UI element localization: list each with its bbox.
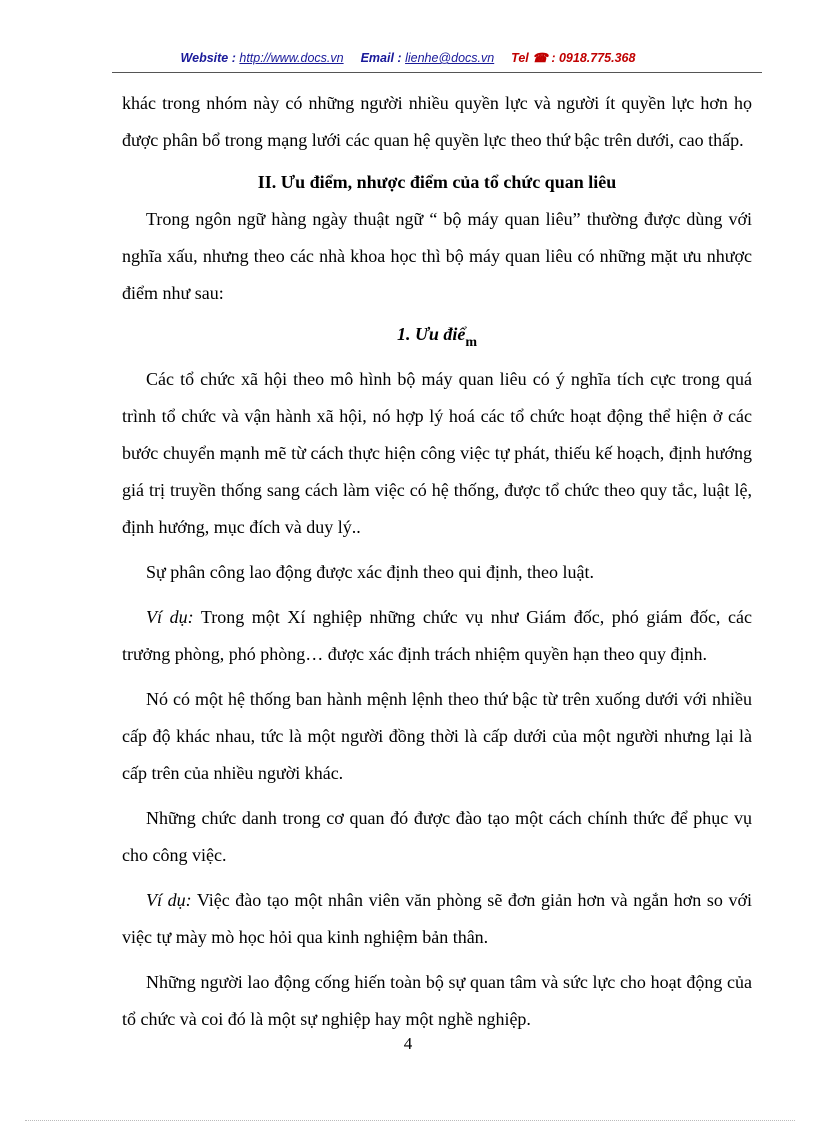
email-link[interactable]: lienhe@docs.vn bbox=[405, 51, 495, 65]
tel-label: Tel bbox=[511, 51, 529, 65]
email-separator: : bbox=[397, 51, 402, 65]
header-divider bbox=[112, 72, 762, 73]
example-text: Trong một Xí nghiệp những chức vụ như Giám đốc, phó giám đốc, các trưởng phòng, phó phòng… được xác định trách nhiệm quyền hạn theo quy định. bbox=[122, 607, 752, 664]
footer-dotted-line bbox=[25, 1120, 795, 1121]
website-link[interactable]: http://www.docs.vn bbox=[239, 51, 344, 65]
document-body bbox=[122, 85, 752, 1038]
paragraph-continuation: khác trong nhóm này có những người nhiều quyền lực và người ít quyền lực hơn họ được phân bổ trong mạng lưới các quan hệ quyền lực theo thứ bậc trên dưới, cao thấp. bbox=[122, 93, 752, 150]
website-label: Website : bbox=[180, 51, 236, 65]
paragraph-hierarchy: Nó có một hệ thống ban hành mệnh lệnh theo thứ bậc từ trên xuống dưới với nhiều cấp độ khác nhau, tức là một người đồng thời là cấp dưới của một người nhưng lại là cấp trên của nhiều người khác. bbox=[122, 689, 752, 783]
paragraph-example-2 bbox=[122, 882, 752, 956]
paragraph-division-of-labor: Sự phân công lao động được xác định theo qui định, theo luật. bbox=[146, 562, 594, 582]
example-text: Việc đào tạo một nhân viên văn phòng sẽ đơn giản hơn và ngắn hơn so với việc tự mày mò học hỏi qua kinh nghiệm bản thân. bbox=[122, 890, 752, 947]
tel-value: : 0918.775.368 bbox=[551, 51, 636, 65]
paragraph-dedication: Những người lao động cống hiến toàn bộ sự quan tâm và sức lực cho hoạt động của tổ chức và coi đó là một sự nghiệp hay một nghề nghiệp. bbox=[122, 972, 752, 1029]
example-label: Ví dụ: bbox=[146, 890, 192, 910]
phone-icon: ☎ bbox=[532, 51, 548, 65]
subsection-heading-sub: m bbox=[465, 335, 478, 350]
subsection-heading bbox=[122, 316, 752, 361]
email-label: Email bbox=[360, 51, 394, 65]
example-label: Ví dụ: bbox=[146, 607, 194, 627]
section-heading: II. Ưu điểm, nhược điểm của tổ chức quan liêu bbox=[257, 172, 617, 192]
paragraph-intro: Trong ngôn ngữ hàng ngày thuật ngữ “ bộ máy quan liêu” thường được dùng với nghĩa xấu, nhưng theo các nhà khoa học thì bộ máy quan liêu có những mặt ưu nhược điểm như sau: bbox=[122, 209, 752, 303]
paragraph-training: Những chức danh trong cơ quan đó được đào tạo một cách chính thức để phục vụ cho công việc. bbox=[122, 808, 752, 865]
page-number: 4 bbox=[403, 1034, 413, 1053]
paragraph-example-1 bbox=[122, 599, 752, 673]
page-header bbox=[0, 50, 816, 65]
subsection-heading-text: 1. Ưu điể bbox=[396, 324, 466, 344]
paragraph-advantages: Các tổ chức xã hội theo mô hình bộ máy quan liêu có ý nghĩa tích cực trong quá trình tổ chức và vận hành xã hội, nó hợp lý hoá các tổ chức hoạt động thể hiện ở các bước chuyển mạnh mẽ từ cách thực hiện công việc tự phát, thiếu kế hoạch, định hướng giá trị truyền thống sang cách làm việc có hệ thống, được tổ chức theo quy tắc, luật lệ, định hướng, mục đích và duy lý.. bbox=[122, 369, 752, 537]
